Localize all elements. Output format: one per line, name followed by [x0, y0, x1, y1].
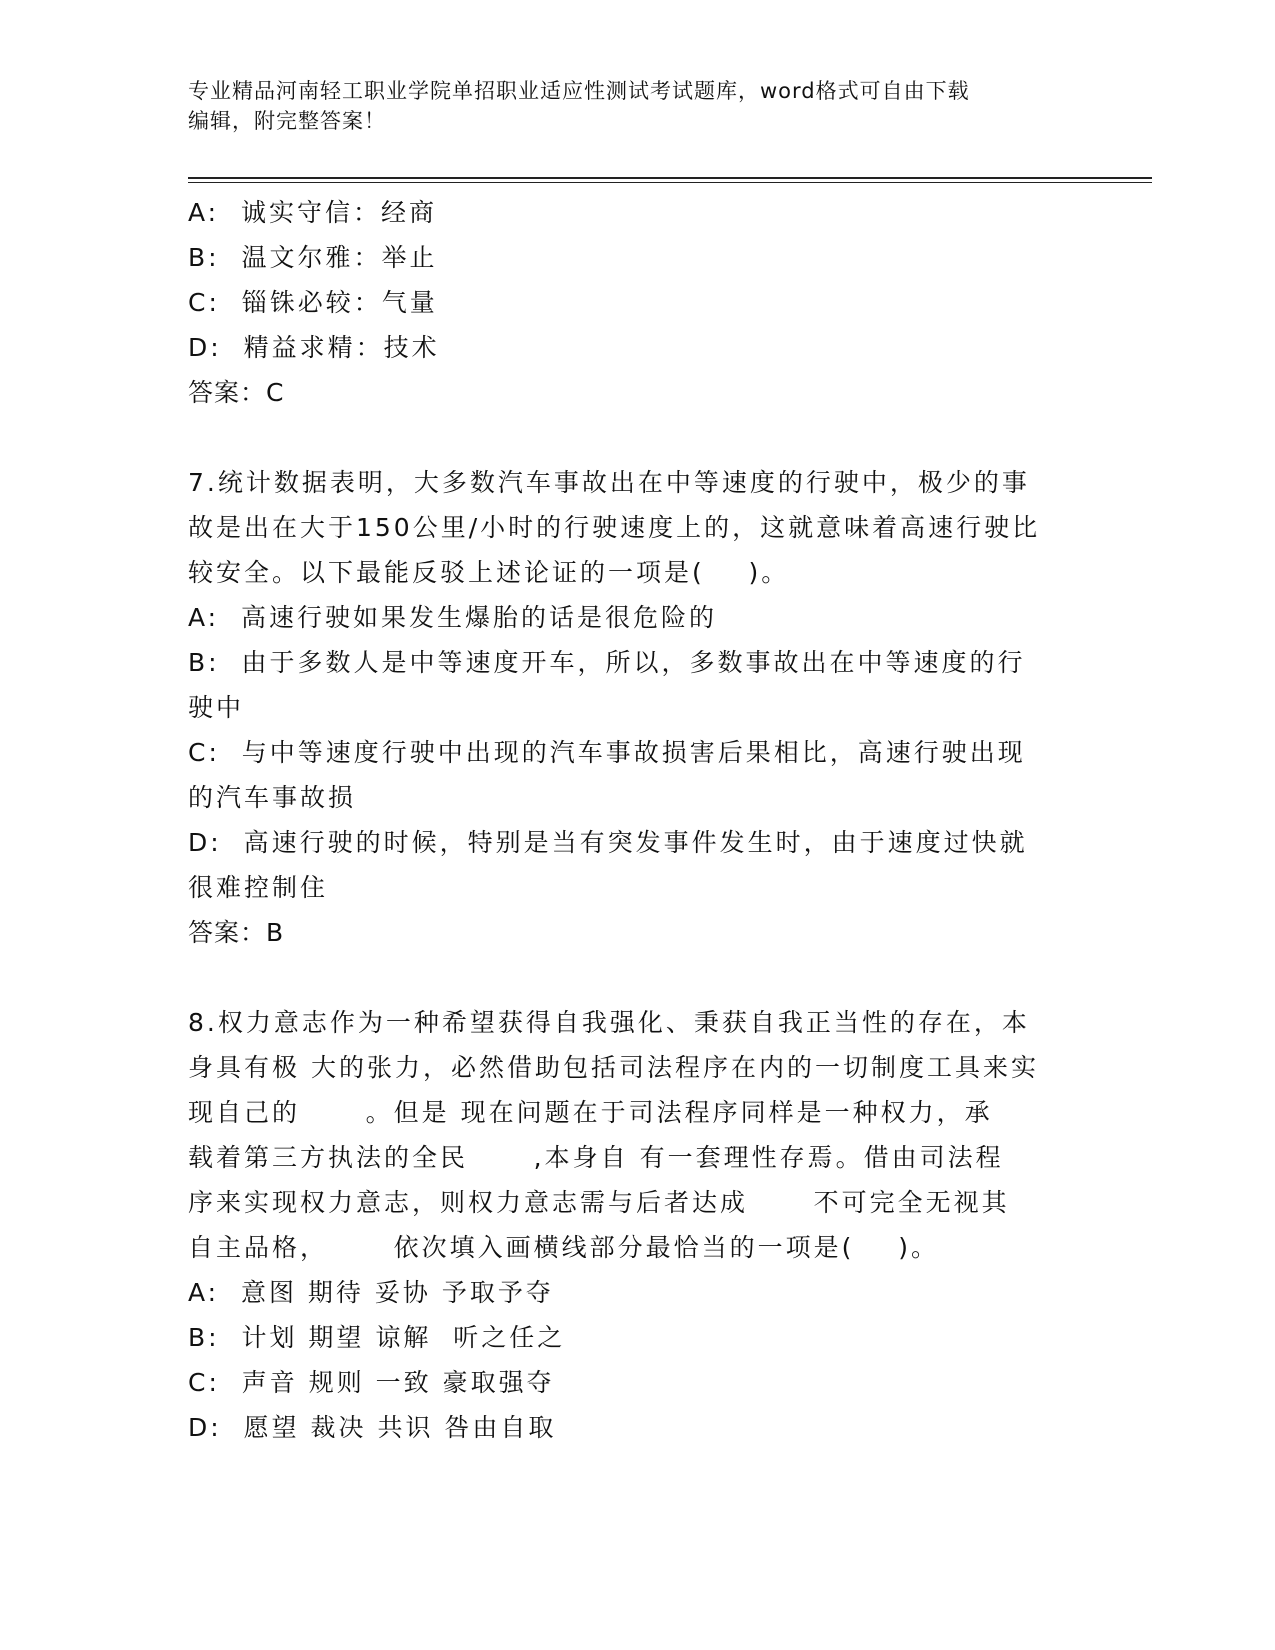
q7-answer: 答案：B	[188, 918, 285, 947]
document-header	[188, 76, 1088, 136]
q7-option-a: A: 高速行驶如果发生爆胎的话是很危险的	[188, 603, 717, 632]
q7-option-c: C: 与中等速度行驶中出现的汽车事故损害后果相比，高速行驶出现	[188, 738, 1026, 767]
q8-stem-line-3: 现自己的 。但是 现在问题在于司法程序同样是一种权力，承	[188, 1098, 993, 1127]
q6-answer: 答案：C	[188, 378, 285, 407]
q7-option-d-cont: 很难控制住	[188, 873, 329, 902]
q8-stem-line-1: 8.权力意志作为一种希望获得自我强化、秉获自我正当性的存在，本	[188, 1008, 1030, 1037]
header-divider-thin	[188, 182, 1152, 183]
q8-stem-line-5: 序来实现权力意志，则权力意志需与后者达成 不可完全无视其	[188, 1188, 1010, 1217]
q8-option-d: D: 愿望 裁决 共识 咎由自取	[188, 1413, 557, 1442]
q6-option-d: D: 精益求精：技术	[188, 333, 440, 362]
header-line-1: 专业精品河南轻工职业学院单招职业适应性测试考试题库，word格式可自由下载	[188, 79, 970, 103]
q7-stem-line-1: 7.统计数据表明，大多数汽车事故出在中等速度的行驶中，极少的事	[188, 468, 1030, 497]
q6-option-a: A: 诚实守信：经商	[188, 198, 437, 227]
q6-option-b: B: 温文尔雅：举止	[188, 243, 438, 272]
q8-option-c: C: 声音 规则 一致 豪取强夺	[188, 1368, 555, 1397]
q6-option-c: C: 锱铢必较：气量	[188, 288, 438, 317]
q7-option-b-cont: 驶中	[188, 693, 245, 722]
q8-stem-line-4: 载着第三方执法的全民 ,本身自 有一套理性存焉。借由司法程	[188, 1143, 1004, 1172]
q8-stem-line-2: 身具有极 大的张力，必然借助包括司法程序在内的一切制度工具来实	[188, 1053, 1039, 1082]
header-divider-thick	[188, 177, 1152, 179]
q7-stem-line-2: 故是出在大于150公里/小时的行驶速度上的，这就意味着高速行驶比	[188, 513, 1041, 542]
q8-option-b: B: 计划 期望 谅解 听之任之	[188, 1323, 566, 1352]
q7-option-c-cont: 的汽车事故损	[188, 783, 357, 812]
spacer	[188, 415, 1088, 460]
header-line-2: 编辑，附完整答案！	[188, 109, 386, 133]
q8-option-a: A: 意图 期待 妥协 予取予夺	[188, 1278, 554, 1307]
spacer	[188, 955, 1088, 1000]
question-content	[188, 190, 1088, 1450]
q7-option-b: B: 由于多数人是中等速度开车，所以，多数事故出在中等速度的行	[188, 648, 1026, 677]
q8-stem-line-6: 自主品格， 依次填入画横线部分最恰当的一项是( )。	[188, 1233, 939, 1262]
q7-option-d: D: 高速行驶的时候，特别是当有突发事件发生时，由于速度过快就	[188, 828, 1028, 857]
q7-stem-line-3: 较安全。以下最能反驳上述论证的一项是( )。	[188, 558, 790, 587]
